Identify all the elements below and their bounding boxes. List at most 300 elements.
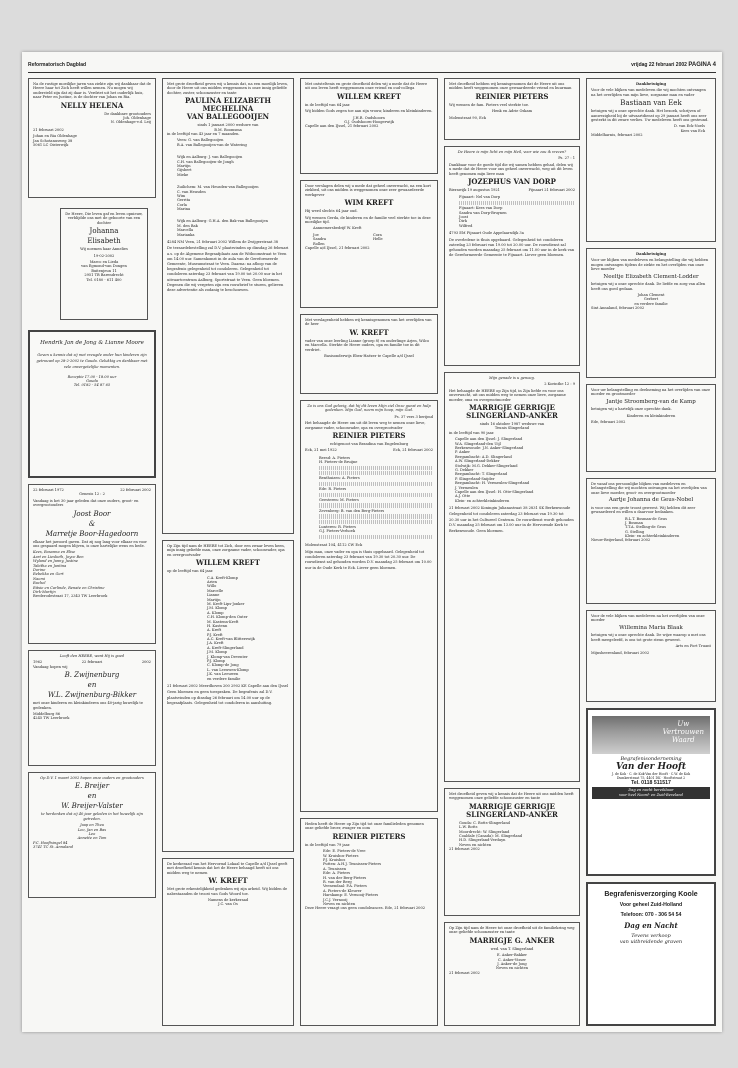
list-line: A. Klomp [207, 610, 224, 615]
list-line: Namens de kerkeraad [207, 898, 249, 903]
list-line: Gijsbert [177, 168, 192, 173]
list-line: 3741 TC St. Annaland [33, 845, 74, 850]
ad-name: W. KREFT [208, 876, 248, 886]
ad-w-kreft-school [300, 314, 438, 394]
list-line: J.H.R. Oudshoorn [353, 115, 385, 120]
ad-address: 21 februari 2002 Koningin Julianastraat 38 2831 SK Berkenwoude [449, 506, 571, 511]
ad-name: E. Breijer [74, 782, 110, 791]
ad-marrigje [444, 372, 580, 782]
ad-age: in de leeftijd van 90 jaar. [449, 430, 495, 435]
ad-slogan: Dag en Nacht [624, 921, 678, 930]
list-line: Klein- en achterkleinkinderen [625, 534, 680, 539]
list-line: A.C. Kreft-van Blitterswijk [207, 637, 255, 642]
ad-willemina [586, 610, 716, 702]
list-line: G. Dekker [455, 467, 474, 472]
list-line: Receptie 17.00 - 18.00 uur [67, 374, 117, 379]
text-line [319, 482, 433, 486]
list-line: Harskamp: E. Vernooij-Pieters [323, 893, 379, 898]
ad-zwijnenburg [28, 650, 156, 766]
ad-name: Neeltje Elizabeth Clement-Lodder [603, 273, 699, 280]
ad-verse: Genesis 12 : 2 [79, 492, 105, 497]
list-line: P.J. Kruisbos [323, 858, 346, 862]
ad-intro: Heden heeft de Heere op Zijn tijd tot onze familieleden genomen onze geliefde broer, zwager en oom [305, 822, 424, 831]
ad-intro: Voor de vele blijken van medeleven die wij mochten ontvangen na het overlijden van mijn lieve, zorgzame man en vader [591, 88, 706, 97]
ad-text: betuigen wij u onze oprechte dank. Het bezoek, schrijven of aanwezigheid bij de uitvaartdienst op 29 januari heeft ons zeer gesterkt in dit zware verlies. Uw medeleven heeft ons gesteund. [591, 109, 709, 123]
ad-verse: Zo is ons God gelovig, dat hij dit leven Mijn ziel Onze gunst en hulp gedenken. Mijn God, neem mijn hoop, mijn God. [307, 404, 431, 413]
list-line: G. Stelling [625, 529, 645, 534]
list-line: A. Kreft-Slingerland [207, 645, 244, 650]
family-list [305, 456, 433, 539]
list-line: en verdere familie [634, 301, 668, 306]
ad-name-2: W.L. Zwijnenburg-Bikker [47, 691, 137, 700]
ad-address: Molenstraat 104, 4112 CW Eck [305, 543, 363, 548]
list-line [177, 211, 289, 219]
list-line: H. Kastenn [207, 623, 228, 628]
ad-text: Wij wensen Gerda, de kinderen en de familie veel sterkte toe in deze moeilijke tijd. [305, 215, 431, 225]
ad-signature [167, 898, 289, 907]
list-line: Benthuizen: A. Pieters [319, 476, 360, 481]
ad-hendrik [28, 330, 156, 478]
ad-joost [28, 484, 156, 644]
list-line: Wim [177, 193, 186, 198]
list-line: C.A. Kreft-Klomp [207, 575, 238, 580]
ad-intro: Met ontsteltenis en grote droefheid delen wij u mede dat de Heere uit ons leven heeft weggenomen onze vriend en oud-collega [305, 82, 428, 91]
family-list [305, 849, 433, 906]
list-line: Rachel [33, 581, 46, 586]
ad-intro: Na de rustige moeilijke jaren van ziekte zijn wij dankbaar dat de Heere haar tot Zich heeft willen nemen. Nu mogen wij ondersteld zijn dat zij daar is. Verdriet uit het ouderlijk huis, naar Peter en Justine, is de dochter van Johan en Ria. [33, 82, 151, 100]
list-line: Middelburg 86 [33, 712, 61, 717]
newspaper-title: Reformatorisch Dagblad [28, 62, 87, 68]
ad-anker [444, 922, 580, 1026]
list-line: Leo, Jan en Bas [77, 827, 107, 832]
list-line: Teunis Slingerland [494, 426, 530, 431]
verse-reference: Ps. 37 vers 3 berijmd [394, 414, 433, 419]
ad-name: REINIER PIETERS [332, 831, 406, 841]
list-line: Johan en Ria Oldenhage [33, 134, 77, 139]
ad-text: betuigen wij u hartelijk onze oprechte dank. [591, 407, 672, 412]
ad-intro: Met droefheid geven wij u kennis dat de Heere uit ons midden heeft weggenomen onze geliefde schoonzuster en tante [449, 792, 574, 801]
text-line [319, 493, 433, 497]
ad-text: met onze kinderen en kleinkinderen ons 40-jarig huwelijk te gedenken. [33, 701, 143, 710]
ad-address [33, 134, 151, 147]
list-line: Buitenjeun 11 [91, 268, 117, 273]
list-line: Corla [177, 202, 187, 207]
page-number: PAGINA 4 [688, 62, 716, 68]
list-line: en verdere familie [207, 676, 241, 681]
header-rule [28, 72, 716, 73]
ad-name: JOZEPHUS VAN DORP [468, 177, 556, 187]
list-line: Marco en Lieda [89, 260, 119, 265]
ad-intro: Met droefheid hebben wij kennisgenomen dat de Heere uit ons midden heeft weggenomen onze gewaardeerde vriend en buurman [449, 82, 572, 91]
list-line: Tel. 0182 - 54 87 65 [73, 383, 111, 388]
ad-jantje [586, 384, 716, 472]
ad-signature: Kinderen en kleinkinderen [626, 413, 676, 418]
family-list [449, 437, 575, 503]
ad-date: 21 februari 2002 [33, 127, 64, 132]
ad-reinier-pieters-2 [300, 818, 438, 1026]
ad-dates: Bierawijk 19 augustus 1921 Fijnaart 21 februari 2002 [449, 188, 575, 193]
ad-address: Mijnsheerenland, februari 2002 [591, 650, 650, 655]
list-line [177, 177, 289, 185]
list-line: Klein- en achterkleinkinderen [455, 498, 510, 503]
family-list [33, 823, 151, 841]
company-name: Aannemersbedrijf W. Kreft [313, 226, 362, 231]
ad-age: in de leeftijd van 79 jaar. [305, 842, 351, 847]
ad-address: Molenstraat 90, Eck [449, 115, 486, 120]
list-line: P.J. Kreft [207, 632, 223, 637]
ad-subtitle [449, 422, 575, 431]
ad-kreft-friends [300, 78, 438, 174]
ad-name: MARRIGJE GERRIGJE [469, 403, 555, 413]
ad-date: 19-02-2002 [93, 253, 115, 258]
ad-intro: Met verslagenheid hebben wij kennisgenomen van het overlijden van de heer [305, 318, 432, 327]
ad-name-2: W. Breijer-Valster [61, 802, 123, 811]
list-line: Neven en nichten [495, 966, 529, 971]
ad-intro: Op D.V. 1 maart 2002 hopen onze ouders en grootouders [40, 776, 144, 780]
list-line: R. van der Berg [323, 879, 352, 884]
list-line: E. Anker-Bakker [496, 953, 528, 958]
ad-verse: De Heere is mijn licht en mijn Heil, voor wie zou ik vrezen? [457, 150, 567, 154]
list-line: J.A. Kreft [207, 641, 224, 646]
ad-signature: Henk en Adrie Oskam [491, 109, 533, 114]
page-date [631, 62, 716, 68]
ad-age: in de leeftijd van 64 jaar. [305, 102, 351, 107]
list-line: Naomi [33, 576, 46, 581]
list-line: Wyland en Janny, Justine [33, 559, 78, 564]
list-line: A.W. Slingerland-Dekker [455, 459, 500, 464]
ad-address [33, 841, 151, 850]
list-line: Berkenwoude: J.N. Anker-Slingerland [455, 446, 524, 450]
ad-tagline-2: van uitbreidende graven [619, 939, 683, 945]
ad-signature: Basisonderwijs Eben-Haëzer te Capelle a/d IJssel [324, 354, 414, 359]
ad-photo [592, 716, 710, 754]
list-line: W. Kruisbos-Pieters [323, 853, 359, 858]
list-line: J. Klomp-van Deventer [207, 654, 248, 659]
ad-text: te herdenken dat zij 40 jaar geleden in het huwelijk zijn getreden. [41, 812, 143, 821]
list-line: A. Pieters-de Kleuver [323, 888, 362, 893]
text-line [319, 520, 433, 524]
ad-text: betuigen wij u onze oprechte dank. De liefde en zorg van allen heeft ons goed gedaan. [591, 282, 706, 291]
list-line: J.K. van Leeuwen [207, 672, 239, 677]
ad-address: 21 februari 2002 Meerdhoven 200 2902 KE Capelle aan den IJssel [167, 684, 289, 688]
ad-bastiaan [586, 78, 716, 242]
ad-intro: Op Zijn tijd nam de Heere tot onze droefheid uit de familiekring weg onze geliefde schoonzuster en tante [449, 926, 575, 935]
list-line: Zevenberg: B. van den Berg-Pieters [319, 508, 385, 513]
ad-text: Wij bidden Gods zegen toe aan zijn vrouw, kinderen en kleinkinderen. [305, 109, 433, 114]
list-line: Aart en Liesbeth, Joyce Ben [33, 554, 84, 559]
ad-ampersand: & [88, 519, 96, 528]
column-5 [586, 78, 716, 1026]
ad-age: Hij werd slechts 64 jaar oud. [305, 209, 358, 214]
ad-text: De teraardebestelling zal D.V. plaatsvinden op dinsdag 26 februari a.s. op de Algemene Begraafplaats aan de Witboomstraat te Veen om 14.00 uur. Samenkomst in de aula van de Gereformeerde Gemeente, Museumstraat te Veen. Daarna: na afloop van de begrafenis gelegenheid tot condoleren. Gelegenheid tot condoleren zaterdag 23 februari van 19.00 tot 20.00 uur in het uitvaartcentrum Aalburg, Sportstraat te Veen. Geen bloemen. Degenen die wij vergeten zijn een rouwbrief te sturen, gelieven deze advertentie als zodanig te beschouwen. [167, 246, 289, 293]
list-line: H.D. Slingerland-Verduyn [459, 838, 506, 843]
ad-text: Met grote erkentelijkheid gedenken wij zijn arbeid. Wij bidden de nabestaanden de troost van Gods Woord toe. [167, 887, 288, 896]
ad-note: Wij noemen haar Annelies [80, 247, 128, 252]
list-line: Veen: G. van Ballegooijen [177, 138, 224, 143]
ad-subtitle: echtgenoot van Brandina van Engelenburg [329, 442, 409, 447]
list-line: Annette en Tom [77, 836, 107, 841]
ad-intro: De Heere, Die leven gaf en leven opnieuw, verblijdde ons met de geboorte van een dochter [65, 212, 143, 225]
list-line: Arien [207, 580, 217, 585]
ad-koole [586, 882, 716, 1026]
list-line: A. Kreft [207, 628, 222, 633]
staff-list: Joe Cora Sandra Helle Rollen [313, 232, 383, 246]
ad-address: Capelle a/d IJssel, 21 februari 2002 [305, 246, 370, 251]
list-line: Bergambacht: T. Slingerland [455, 472, 508, 477]
ad-signature: Arts en Fort Truant [675, 644, 711, 649]
ad-heading: Dankbetuiging [636, 82, 666, 86]
text-line [319, 471, 433, 475]
list-line: Leo [88, 832, 96, 836]
ad-region: Voor geheel Zuid-Holland [619, 902, 683, 908]
list-line: H. van der Berg-Pieters [323, 875, 367, 880]
list-line: C. Klomp-de Jong [207, 663, 239, 668]
ad-van-der-hooft [586, 708, 716, 876]
list-line: Martijn [207, 597, 221, 602]
ad-and: en [87, 681, 97, 690]
list-line: P. Slingerland-Snijder [455, 476, 495, 481]
ad-intro: Voor uw belangstelling en deelneming na het overlijden van onze moeder en grootmoeder [591, 388, 711, 397]
ad-name: REINIER PIETERS [332, 431, 406, 441]
list-line: P.J. Klomp [207, 659, 225, 664]
list-line: Jan Schotanusweg 38 [33, 138, 73, 143]
ad-intro: Door verslagen delen wij u mede dat geheel onverwacht, na een kort ziekbed, uit ons midden is weggenomen onze zeer gewaardeerde werkgever [305, 184, 431, 197]
list-line: L.W. Botts [459, 825, 478, 830]
ad-willem-kreft [162, 540, 294, 852]
list-line: J.M. Klomp [207, 606, 227, 611]
ad-pieters-neighbours [444, 78, 580, 140]
ad-text: is voor ons een grote troost geweest. Wij hebben dit zeer gewaardeerd en willen u daarvoor bedanken. [591, 505, 696, 515]
list-line: P. Anker [455, 450, 470, 455]
ad-address: Sint Annaland, februari 2002 [591, 306, 645, 311]
ad-reinier-pieters [300, 400, 438, 812]
ad-name: WIM KREFT [344, 198, 394, 208]
ad-jozephus [444, 146, 580, 366]
ad-name-2: Elisabeth [87, 237, 121, 246]
ad-name: Joost Boor [73, 509, 111, 518]
newspaper-page [22, 52, 722, 1032]
family-list [167, 576, 289, 681]
ad-intro: De vanaf ons persoonlijke blijken van medeleven en belangstelling die wij mochten ontvangen na het overlijden van onze lieve moeder, groot- en overgrootmoeder [591, 482, 707, 495]
list-line: Marcella [177, 228, 194, 233]
ad-signature [591, 293, 711, 306]
parents [65, 260, 143, 269]
list-line: Martijn [177, 163, 191, 168]
list-line: W.A. Slingerland-den Uijl [455, 441, 501, 446]
ad-address: 4284 NM Veen, 21 februari 2002 Willem de Zwijgerstraat 38 [167, 240, 279, 245]
ad-name: REINIER PIETERS [475, 91, 549, 101]
family-list [33, 550, 151, 594]
ad-w-kreft [162, 858, 294, 1026]
list-line: Ritsie en Carlinde, Renate en Christine [33, 585, 105, 590]
ad-dates: Eck, 21 mei 1922 Eck, 21 februari 2002 [305, 448, 433, 453]
ad-name: NELLY HELENA [60, 100, 124, 110]
list-line: L. van Leeuwen-Klomp [207, 667, 249, 672]
list-line: B.A. van Ballegooijen-van de Watering [177, 142, 247, 147]
ad-name: W. KREFT [349, 327, 389, 337]
list-line: J. Vermeulen [455, 485, 478, 490]
photo-title: Uw Vertrouwen Waard [662, 720, 704, 744]
list-line: C.H. Klomp-den Outer [207, 615, 248, 620]
list-line: Wilfred [459, 223, 473, 228]
ad-aartje [586, 478, 716, 604]
list-line: Jaap en Thea [80, 823, 104, 828]
ad-intro: Voor uw blijken van medeleven en belangstelling die wij hebben mogen ontvangen tijdens de ziekte en het overlijden van onze lieve moeder [591, 258, 709, 272]
ad-address: 21 februari 2002 [449, 847, 480, 852]
list-line: Gouda: C. Botts-Slingerland [459, 820, 510, 825]
ad-nelly [28, 78, 156, 198]
list-line: Kees, Rosanna en Elise [33, 550, 76, 555]
list-line: M. Kastenn-Kreft [207, 619, 239, 624]
list-line: J.M. Klomp [207, 650, 227, 655]
ad-name: Bastiaan van Eek [620, 99, 682, 108]
list-line: J. Bosman [625, 520, 643, 525]
list-line: G.J. Oudshoorn-Hoogerwijk [344, 120, 394, 125]
ad-name: Aartje Johanna de Geus-Nobel [608, 497, 694, 504]
ad-text: De overledene is thuis opgebaard. Gelegenheid tot condoleren zaterdag 23 februari van 19.00 tot 20.00 uur. De rouwdienst zal gehouden worden maandag 25 februari om 11.00 uur in de kerk van de Gereformeerde Gemeente te Fijnaart. Liever geen bloemen. [449, 237, 575, 258]
column-2 [162, 78, 294, 1026]
ad-signature [305, 116, 433, 125]
list-line: A. Teunissen [323, 866, 347, 871]
list-line: Marina [177, 207, 191, 212]
ad-name-2: SLINGERLAND-ANKER [466, 411, 558, 421]
ad-text: Deze Heere vraagt ons geen condoleances. Ede, 21 februari 2002 [305, 906, 426, 911]
list-line: G.J. Pieters-Verhoek [319, 529, 356, 534]
family-list [167, 138, 289, 237]
list-line: 2951 TB Barendrecht [84, 273, 124, 278]
list-line: Dorine [33, 568, 46, 572]
list-line: Neven en nichten [459, 842, 492, 847]
ad-johanna-frame [60, 208, 148, 320]
list-line: T.T.A. Stelling-de Geus [625, 525, 666, 530]
text-line [459, 201, 575, 205]
list-line: Putten: A.H.J. Teunissen-Pieters [323, 862, 382, 867]
ad-verse: Mijn genade is u genoeg. [489, 376, 535, 380]
ad-text: Wij wensen de fam. Pieters veel sterkte toe. [449, 102, 530, 107]
ad-name: PAULINA ELIZABETH [185, 96, 271, 106]
list-line: Lunteren: R. Pieters [319, 524, 356, 529]
list-line: Joh. Oldenhage [123, 116, 151, 121]
ad-text: betuigen wij u onze oprechte dank. De wijze waarop u met ons heeft meegeleefd, is ons tot grote steun geweest. [591, 633, 706, 642]
ad-intro: Op Zijn tijd nam de HEERE tot Zich, door een zwaar leven heen, mijn innig geliefde man, onze zorgzame vader, schoonvader, opa en overgrootvader [167, 544, 285, 557]
ad-name-2: MECHELINA [202, 104, 254, 114]
list-line: Ede: E. Pieters-de Vree [323, 849, 366, 854]
ad-age: op de leeftijd van 64 jaar. [167, 569, 214, 574]
ad-name: B. Zwijnenburg [64, 671, 120, 680]
list-line: C. Anker-Visser [497, 957, 526, 962]
ad-neeltje [586, 248, 716, 378]
list-line: A.J. Otte [455, 494, 471, 499]
list-line: H. Pieters-de Bruijne [319, 460, 358, 465]
text-line [319, 535, 433, 539]
ad-subtitle [167, 123, 289, 132]
list-line: Stolwijk: M.G. Dekker-Slingerland [455, 463, 518, 468]
ad-text: vader van onze leerling Lianne (groep 8) en onderlinge Arjen, Wilco en Marcella. Sterkte de Heere ouders, opa en familie toe in dit verdriet. [305, 338, 430, 352]
ad-text: Mijn man, onze vader en opa is thuis opgebaard. Gelegenheid tot condoleren zaterdag 23 februari van 19.30 tot 20.30 uur. De rouwdienst zal gehouden worden D.V. maandag 25 februari om 10.00 uur in de Oude Kerk te Eck. Liever geen bloemen. [305, 549, 432, 570]
list-line: Marianka [177, 232, 195, 237]
family-list [449, 821, 575, 847]
ad-address: 4793 EM Fijnaart Oude Appelaarsdijk 3a [449, 231, 524, 236]
ad-name: WILLEM KREFT [196, 558, 260, 568]
ad-address: Dumkerstraat 75, 4401 DK · Hooftstraat 2 [616, 776, 686, 780]
ad-breijer [28, 772, 156, 898]
list-line: Geesteren: M. Pieters [319, 497, 359, 502]
ad-heading: Dankbetuiging [636, 252, 666, 256]
list-line: De dankbare grootouders [104, 111, 151, 116]
ad-intro: Dankbaar voor de goede tijd die wij samen hebben gehad, delen wij u mede dat de Heere voor ons geheel onverwacht, weg uit dit leven heeft genomen mijn lieve man [449, 162, 573, 176]
column-3 [300, 78, 438, 1026]
text-line [319, 466, 433, 470]
ad-intro: Vandaag hopen wij [33, 664, 68, 669]
date-text: vrijdag 22 februari 2002 [631, 62, 687, 68]
ad-address: Capelle aan den IJssel, 21 februari 2002 [305, 124, 379, 129]
verse-reference: Ps. 27 : 1 [558, 156, 575, 161]
ad-johanna [28, 204, 156, 324]
ad-text: Geven u kennis dat zij met vreugde onder hun kinderen zijn getrouwd op 28-2-2002 te Gouda. Gelukkig en dankbaar met vele onvergetelijke momenten. [36, 352, 148, 369]
list-line: Neven en nichten [323, 901, 356, 906]
company-name: Van der Hooft [615, 762, 687, 772]
column-1 [28, 78, 156, 1026]
ad-signature [591, 124, 711, 133]
ad-name-3: VAN BALLEGOOIJEN [186, 112, 270, 122]
list-line: Fijnaart: Nel van Dorp [459, 195, 501, 200]
list-line: P.C. Hooftsingel 84 [33, 840, 68, 845]
list-line: Ede: R. Pieters [319, 487, 347, 492]
ad-age: in de leeftijd van 43 jaar en 7 maanden. [167, 132, 240, 136]
list-line: Bergambacht: A.D. Slingerland [455, 454, 512, 459]
ad-name: MARRIGJE G. ANKER [469, 935, 555, 945]
list-line: Joost [459, 215, 469, 219]
ad-text: Geen bloemen en geen toespraken. De begrafenis zal D.V. plaatsvinden op dinsdag 26 februari om 14.00 uur op de begraafplaats. Gelegenheid tot condoleren in aansluiting. [167, 690, 273, 705]
ad-name: Willemina Maria Blaak [619, 624, 683, 631]
ad-name: Hendrik Jan de Jong & Lianne Moore [40, 340, 144, 346]
ad-script-title: Begrafenisonderneming [620, 756, 682, 762]
ad-address: Middelharnis, februari 2002 [591, 133, 643, 138]
column-4 [444, 78, 580, 1026]
ad-name: Jantje Stroomberg-van de Kamp [606, 398, 696, 405]
list-line: Bergambacht: H. Vermeulen-Slingerland [455, 481, 530, 486]
ad-intro: Vandaag is het 30 jaar geleden dat onze ouders, groot- en overgrootouders [33, 498, 139, 508]
list-line: 5061 LC Oisterwijk [33, 142, 69, 147]
list-line: Fijnaart: Kees van Dorp [459, 206, 503, 211]
page-header [28, 62, 716, 72]
list-line: Mieke [177, 172, 189, 177]
list-line: Sandra van Dorp-Bruynen [459, 210, 507, 215]
list-line: sinds 1 januari 2000 weduwe van [197, 123, 259, 128]
list-line: Tel. 0180 - 611 400 [86, 277, 122, 282]
list-line: J.C.J. Vernooij [323, 897, 348, 902]
list-line: D. van Eck-Noels [673, 124, 705, 129]
ad-text: elkaar het jawoord gaven. Dat zij nog lang voor elkaar en voor ons gespaard mogen blijven, is onze hartelijke wens en bede. [33, 539, 148, 549]
ad-marrigje-2 [444, 788, 580, 916]
list-line: J.C. van Os [218, 902, 238, 907]
text-line [319, 503, 433, 507]
ad-name: MARRIGJE GERRIGJE [469, 801, 555, 811]
list-line: C.H. van Ballegooijen-de Jongh [177, 159, 234, 164]
list-line: Lianne [207, 593, 220, 598]
ad-name: WILLEM KREFT [337, 91, 401, 101]
list-line: N. Oldenhage-v.d. Leij [110, 120, 151, 125]
ad-address [65, 269, 143, 282]
ad-address: Brederodestraat 17, 2343 TW Leerbroek [33, 594, 108, 599]
list-line: Johan Clement [637, 292, 665, 297]
list-line: Coaldale (Canada): M. Slingerland [459, 833, 523, 838]
ad-name-2: SLINGERLAND-ANKER [466, 809, 558, 819]
ad-phone: Tel. 0118 511517 [631, 780, 671, 786]
ad-wim-kreft [300, 180, 438, 308]
ad-intro: De kerkeraad van het Hervormd Lokaal te Capelle a/d IJssel geeft met droefheid kennis dat het de Heere behaagd heeft uit ons midden weg te nemen [167, 862, 288, 875]
ad-subtitle: wed. van T. Slingerland [490, 946, 534, 951]
